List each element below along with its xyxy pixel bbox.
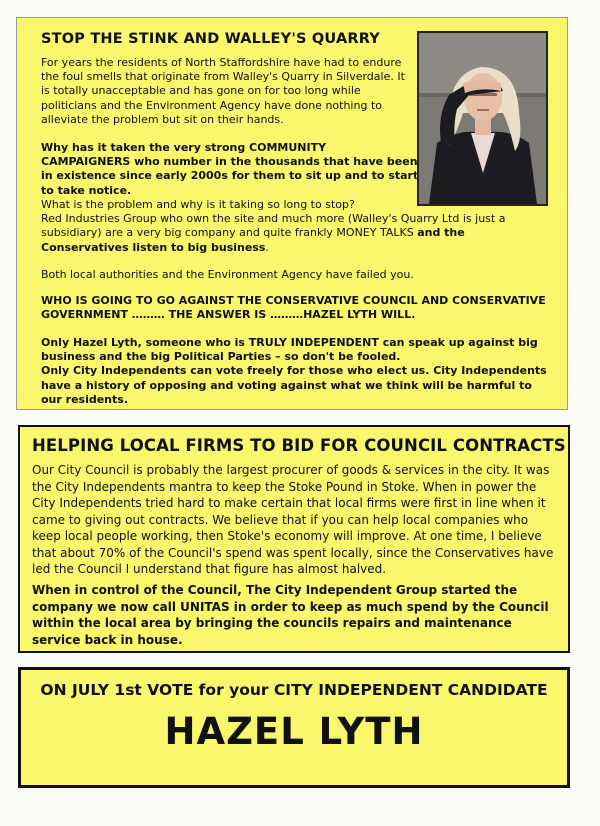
vote-panel [18, 667, 570, 788]
unitas-paragraph: When in control of the Council, The City Independent Group started the company we now call UNITAS in order to keep as much spend by the Council within the local area by bringing the councils repairs and maintenance service back in house. [32, 583, 549, 647]
local-firms-paragraph: Our City Council is probably the largest procurer of goods & services in the city. It was the City Independents mantra to keep the Stoke Pound in Stoke. When in power the City Independents tried hard to make certain that local firms were first in line when it came to giving out contracts. We believe that if you can help local companies who keep local people working, then Stoke's economy will improve. At one time, I believe that about 70% of the Council's spend was spent locally, since the Conservatives have led the Council I understand that figure has almost halved. [32, 463, 554, 576]
independent-line-1: Only Hazel Lyth, someone who is TRULY INDEPENDENT can speak up against big business and the big Political Parties – so don't be fooled. [41, 336, 538, 364]
authorities-paragraph: Both local authorities and the Environment Agency have failed you. [41, 268, 414, 281]
local-firms-panel [18, 425, 570, 653]
problem-paragraph [41, 198, 551, 255]
local-firms-title: HELPING LOCAL FIRMS TO BID FOR COUNCIL CONTRACTS [32, 436, 566, 455]
problem-question: What is the problem and why is it taking so long to stop? [41, 198, 355, 211]
independent-paragraph [41, 336, 556, 407]
woman-shielding-eyes-photo-icon [419, 33, 546, 204]
quarry-panel [16, 17, 568, 410]
independent-line-2: Only City Independents can vote freely for those who elect us. City Independents have a history of opposing and voting against what we think will be harmful to our residents. [41, 364, 547, 406]
campaigners-paragraph: Why has it taken the very strong COMMUNITY CAMPAIGNERS who number in the thousands that have been in existence since early 2000s for them to sit up and to start to take notice. [41, 141, 419, 197]
vote-call: ON JULY 1st VOTE for your CITY INDEPENDENT CANDIDATE [40, 681, 548, 699]
who-will-paragraph: WHO IS GOING TO GO AGAINST THE CONSERVATIVE COUNCIL AND CONSERVATIVE GOVERNMENT ……… THE ANSWER IS ………HAZEL LYTH WILL. [41, 294, 546, 322]
problem-answer: Red Industries Group who own the site and much more (Walley's Quarry Ltd is just a subsidiary) are a very big company and quite frankly MONEY TALKS [41, 212, 506, 240]
candidate-photo [417, 31, 548, 206]
quarry-intro-paragraph: For years the residents of North Staffordshire have had to endure the foul smells that originate from Walley's Quarry in Silverdale. It is totally unacceptable and has gone on for too long while politicians and the Environment Agency have done nothing to alleviate the problem but sit on their hands. [41, 56, 405, 126]
quarry-title: STOP THE STINK AND WALLEY'S QUARRY [41, 31, 380, 47]
candidate-name: HAZEL LYTH [164, 710, 424, 753]
problem-answer-end: . [265, 240, 269, 254]
problem-answer-bold: and the Conservatives listen to big business [41, 226, 465, 254]
